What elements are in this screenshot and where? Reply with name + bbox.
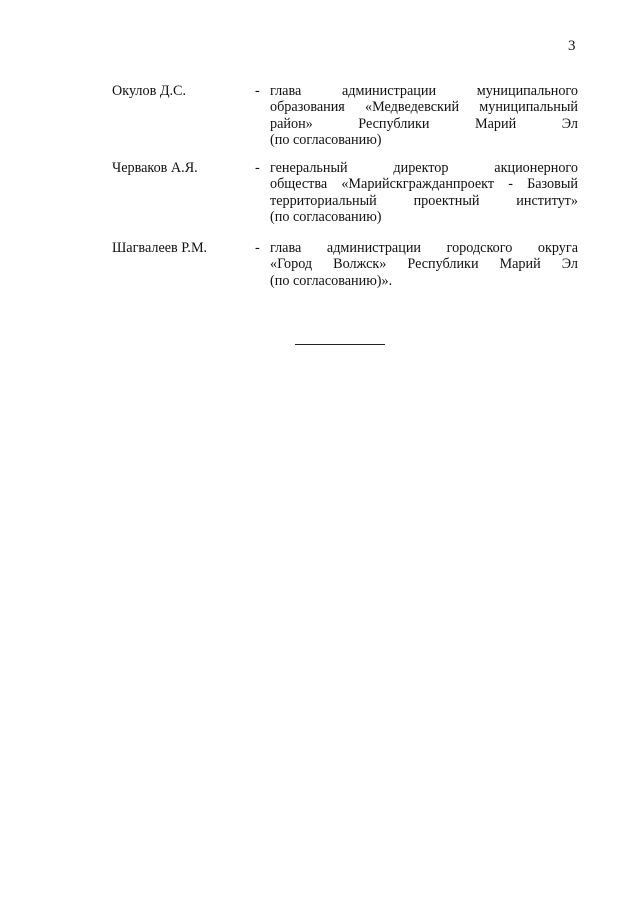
closing-divider xyxy=(295,344,385,345)
member-name: Шагвалеев Р.М. xyxy=(112,240,208,256)
position-line: глава администрации муниципального xyxy=(270,83,578,99)
position-line: (по согласованию)». xyxy=(270,272,393,289)
page-number: 3 xyxy=(568,38,576,54)
position-line: общества «Марийскгражданпроект - Базовый xyxy=(270,176,578,193)
dash-separator: - xyxy=(255,160,260,176)
member-position xyxy=(270,240,578,289)
position-line: «Город Волжск» Республики Марий Эл xyxy=(270,256,578,273)
member-position xyxy=(270,160,578,226)
position-line: (по согласованию) xyxy=(270,209,382,226)
position-line: генеральный директор акционерного xyxy=(270,160,578,176)
dash-separator: - xyxy=(255,240,260,256)
member-name: Окулов Д.С. xyxy=(112,83,187,99)
dash-separator: - xyxy=(255,83,260,99)
member-position xyxy=(270,83,578,149)
position-line: глава администрации городского округа xyxy=(270,240,578,256)
position-line: район» Республики Марий Эл xyxy=(270,115,578,132)
position-line: территориальный проектный институт» xyxy=(270,192,578,209)
position-line: образования «Медведевский муниципальный xyxy=(270,99,578,116)
position-line: (по согласованию) xyxy=(270,132,382,149)
member-name: Черваков А.Я. xyxy=(112,160,198,176)
